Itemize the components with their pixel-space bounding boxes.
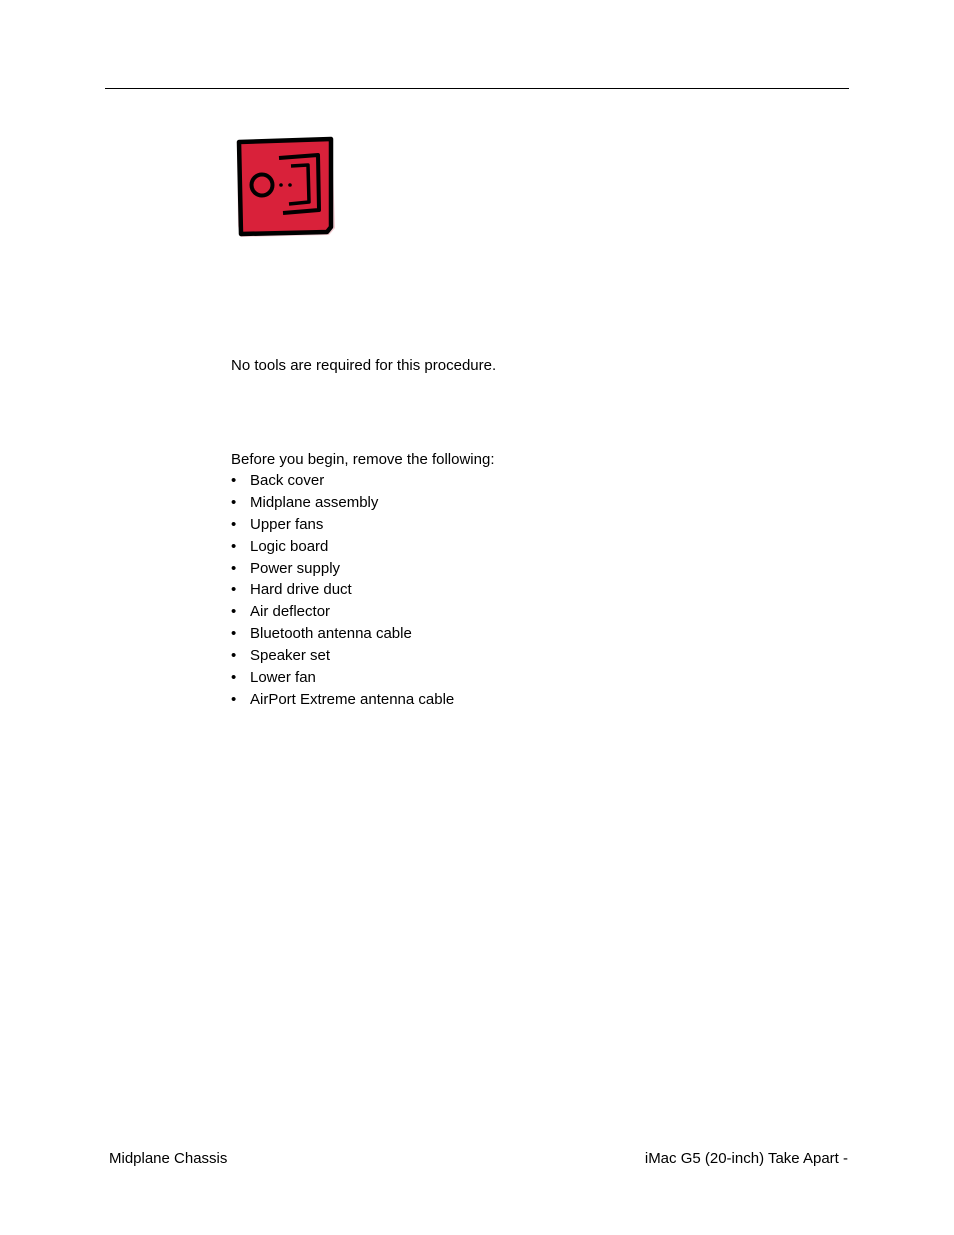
list-item-label: Speaker set	[250, 647, 331, 665]
bullet: •	[231, 515, 237, 533]
bullet: •	[231, 537, 237, 555]
bullet: •	[231, 603, 237, 621]
list-item-label: AirPort Extreme antenna cable	[250, 690, 455, 708]
bullet: •	[231, 472, 237, 489]
bullet: •	[231, 559, 237, 577]
bullet: •	[231, 493, 237, 511]
list-item-label: Upper fans	[250, 515, 324, 533]
footer-document-title: iMac G5 (20-inch) Take Apart -	[644, 1150, 848, 1167]
list-item-label: Midplane assembly	[250, 493, 379, 511]
header-rule	[105, 88, 849, 89]
list-item-label: Bluetooth antenna cable	[250, 625, 412, 643]
prerequisites-intro: Before you begin, remove the following:	[231, 451, 495, 468]
bullet: •	[231, 647, 237, 665]
footer-section-title: Midplane Chassis	[109, 1150, 228, 1167]
list-item-label: Back cover	[250, 472, 325, 489]
bullet: •	[231, 581, 237, 599]
list-item-label: Hard drive duct	[250, 581, 352, 599]
bullet: •	[231, 669, 237, 687]
bullet: •	[231, 625, 237, 643]
list-item-label: Lower fan	[250, 669, 316, 687]
list-item-label: Power supply	[250, 559, 341, 577]
chapter-icon	[231, 136, 341, 240]
list-item-label: Air deflector	[250, 603, 331, 621]
tools-text: No tools are required for this procedure.	[231, 357, 497, 374]
bullet: •	[231, 690, 237, 708]
list-item-label: Logic board	[250, 537, 329, 555]
